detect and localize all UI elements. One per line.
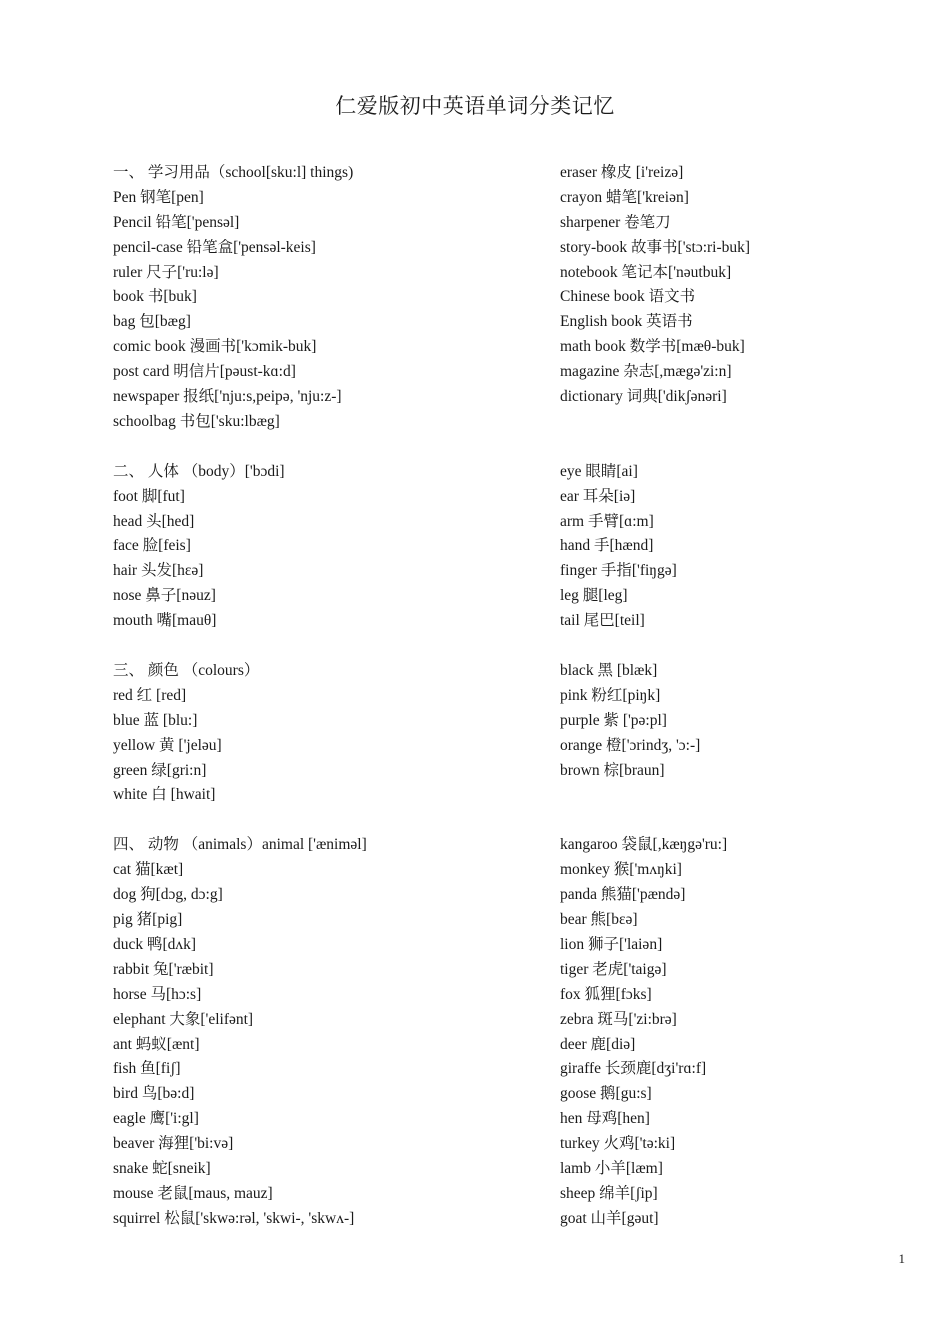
word-entry: yellow 黄 ['jeləu]	[113, 736, 222, 754]
word-entry: rabbit 兔['ræbit]	[113, 960, 214, 978]
word-entry: finger 手指['fiŋgə]	[560, 562, 677, 580]
word-entry: giraffe 长颈鹿[dʒi'rɑ:f]	[560, 1060, 707, 1078]
page-title: 仁爱版初中英语单词分类记忆	[335, 94, 615, 118]
word-entry: mouth 嘴[mauθ]	[113, 612, 217, 630]
word-entry: magazine 杂志[,mægə'zi:n]	[560, 363, 732, 381]
word-entry: mouse 老鼠[maus, mauz]	[113, 1184, 273, 1202]
word-entry: hand 手[hænd]	[560, 537, 654, 555]
section-animals-right	[560, 833, 920, 1231]
word-entry: cat 猫[kæt]	[113, 861, 184, 879]
word-entry: crayon 蜡笔['kreiən]	[560, 188, 689, 206]
word-entry: pig 猪[pig]	[113, 911, 183, 929]
word-entry: math book 数学书[mæθ-buk]	[560, 338, 745, 356]
word-entry: sheep 绵羊[ʃip]	[560, 1184, 658, 1202]
word-entry: orange 橙['ɔrindʒ, 'ɔ:-]	[560, 736, 701, 754]
word-entry: zebra 斑马['zi:brə]	[560, 1010, 677, 1028]
empty-line	[560, 410, 920, 435]
word-entry: newspaper 报纸['nju:s,peipə, 'nju:z-]	[113, 388, 342, 406]
word-entry: goose 鹅[gu:s]	[560, 1085, 652, 1103]
word-entry: lion 狮子['laiən]	[560, 935, 663, 953]
word-entry: goat 山羊[gəut]	[560, 1209, 659, 1227]
word-entry: head 头[hed]	[113, 512, 195, 530]
word-entry: squirrel 松鼠['skwə:rəl, 'skwi-, 'skwʌ-]	[113, 1209, 355, 1227]
word-entry: blue 蓝 [blu:]	[113, 711, 198, 729]
word-entry: ruler 尺子['ru:lə]	[113, 263, 219, 281]
word-entry: fox 狐狸[fɔks]	[560, 985, 652, 1003]
word-entry: pink 粉红[piŋk]	[560, 686, 661, 704]
word-entry: dictionary 词典['dikʃənəri]	[560, 388, 727, 406]
word-entry: snake 蛇[sneik]	[113, 1159, 211, 1177]
word-entry: fish 鱼[fiʃ]	[113, 1060, 181, 1078]
word-entry: Pencil 铅笔['pensəl]	[113, 213, 240, 231]
word-entry: nose 鼻子[nəuz]	[113, 587, 216, 605]
section-school-things	[113, 161, 543, 435]
word-entry: elephant 大象['elifənt]	[113, 1010, 254, 1028]
word-entry: deer 鹿[diə]	[560, 1035, 636, 1053]
word-entry: turkey 火鸡['tə:ki]	[560, 1135, 676, 1153]
word-entry: Pen 钢笔[pen]	[113, 188, 204, 206]
word-entry: red 红 [red]	[113, 686, 187, 704]
word-entry: bear 熊[bεə]	[560, 911, 638, 929]
word-entry: lamb 小羊[læm]	[560, 1159, 663, 1177]
word-entry: bag 包[bæg]	[113, 313, 191, 331]
word-entry: panda 熊猫['pændә]	[560, 886, 686, 904]
word-entry: eye 眼睛[ai]	[560, 462, 638, 480]
section-heading: 三、 颜色 （colours）	[113, 662, 260, 680]
word-entry: monkey 猴['mʌŋki]	[560, 861, 682, 879]
section-body	[113, 460, 543, 634]
word-entry: duck 鸭[dʌk]	[113, 935, 197, 953]
word-entry: foot 脚[fut]	[113, 487, 185, 505]
word-entry: tiger 老虎['taigə]	[560, 960, 667, 978]
word-entry: ear 耳朵[iə]	[560, 487, 636, 505]
word-entry: post card 明信片[pəust-kɑ:d]	[113, 363, 296, 381]
word-entry: hen 母鸡[hen]	[560, 1110, 650, 1128]
section-heading: 二、 人体 （body）['bɔdi]	[113, 462, 285, 480]
word-entry: notebook 笔记本['nəutbuk]	[560, 263, 732, 281]
word-entry: eraser 橡皮 [i'reizə]	[560, 164, 684, 181]
section-animals	[113, 833, 543, 1231]
word-entry: bird 鸟[bə:d]	[113, 1085, 195, 1103]
empty-line	[560, 783, 920, 808]
word-entry: kangaroo 袋鼠[,kæŋgə'ru:]	[560, 836, 728, 854]
word-entry: book 书[buk]	[113, 288, 197, 306]
section-body-right	[560, 460, 920, 634]
word-entry: brown 棕[braun]	[560, 761, 665, 779]
word-entry: white 白 [hwait]	[113, 786, 216, 804]
word-entry: eagle 鹰['i:gl]	[113, 1110, 199, 1128]
word-entry: ant 蚂蚁[ænt]	[113, 1035, 200, 1053]
word-entry: sharpener 卷笔刀	[560, 213, 671, 231]
word-entry: purple 紫 ['pə:pl]	[560, 711, 667, 729]
word-entry: hair 头发[hεə]	[113, 562, 204, 580]
word-entry: tail 尾巴[teil]	[560, 612, 645, 630]
word-entry: leg 腿[leg]	[560, 587, 628, 605]
section-colours	[113, 659, 543, 808]
section-colours-right	[560, 659, 920, 808]
word-entry: beaver 海狸['bi:və]	[113, 1135, 234, 1153]
word-entry: face 脸[feis]	[113, 537, 191, 555]
word-entry: Chinese book 语文书	[560, 288, 696, 306]
word-entry: black 黑 [blæk]	[560, 662, 658, 680]
word-entry: green 绿[gri:n]	[113, 761, 207, 779]
word-entry: English book 英语书	[560, 313, 693, 331]
word-entry: horse 马[hɔ:s]	[113, 985, 202, 1003]
left-column	[113, 161, 543, 1232]
word-entry: pencil-case 铅笔盒['pensəl-keis]	[113, 238, 316, 256]
word-entry: story-book 故事书['stɔ:ri-buk]	[560, 238, 751, 256]
section-school-things-right	[560, 161, 920, 435]
section-heading: 四、 动物 （animals）animal ['ænimәl]	[113, 836, 367, 854]
word-entry: comic book 漫画书['kɔmik-buk]	[113, 338, 317, 356]
word-entry: dog 狗[dɔg, dɔ:g]	[113, 886, 223, 904]
word-entry: schoolbag 书包['sku:lbæg]	[113, 412, 280, 430]
word-entry: arm 手臂[ɑ:m]	[560, 512, 654, 530]
page-number: 1	[898, 1251, 905, 1266]
section-heading: 一、 学习用品（school[sku:l] things)	[113, 164, 354, 181]
right-column	[560, 161, 920, 1232]
